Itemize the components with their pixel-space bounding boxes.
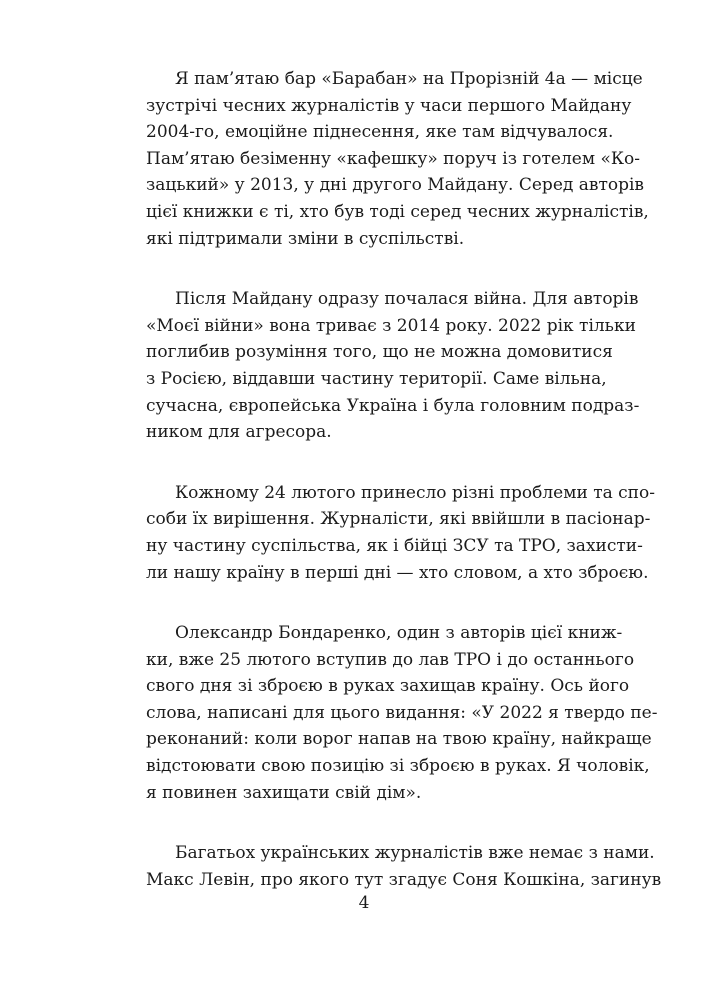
text-line: цієї книжки є ті, хто був тоді серед чесних журналістів, xyxy=(146,201,649,222)
text-line: Олександр Бондаренко, один з авторів цієї книж- xyxy=(175,623,623,644)
text-line: Пам’ятаю безіменну «кафешку» поруч із готелем «Ко- xyxy=(146,148,641,169)
paragraph xyxy=(146,620,658,806)
text-line: які підтримали зміни в суспільстві. xyxy=(146,228,465,249)
text-line: зустрічі чесних журналістів у часи першого Майдану xyxy=(146,95,632,116)
text-line: слова, написані для цього видання: «У 2022 я твердо пе- xyxy=(146,702,658,723)
text-line: Кожному 24 лютого принесло різні проблеми та спо- xyxy=(175,482,655,503)
text-line: Я пам’ятаю бар «Барабан» на Прорізній 4а — місце xyxy=(175,69,643,89)
text-line: Після Майдану одразу почалася війна. Для авторів xyxy=(175,289,639,310)
text-line: соби їх вирішення. Журналісти, які ввійшли в пасіонар- xyxy=(146,509,651,530)
body-text xyxy=(146,66,662,927)
text-line: ки, вже 25 лютого вступив до лав ТРО і до останнього xyxy=(146,649,635,670)
paragraph xyxy=(146,840,662,893)
paragraph xyxy=(146,480,655,586)
paragraph xyxy=(146,286,640,446)
text-line: свого дня зі зброєю в руках захищав країну. Ось його xyxy=(146,676,630,697)
paragraph xyxy=(146,66,649,252)
text-line: ну частину суспільства, як і бійці ЗСУ та ТРО, захисти- xyxy=(146,535,643,556)
text-line: відстоювати свою позицію зі зброєю в руках. Я чоловік, xyxy=(146,756,650,777)
text-line: ли нашу країну в перші дні — хто словом, а хто зброєю. xyxy=(146,562,649,583)
text-line: поглибив розуміння того, що не можна домовитися xyxy=(146,342,613,363)
text-line: реконаний: коли ворог напав на твою країну, найкраще xyxy=(146,729,652,750)
text-line: зацький» у 2013, у дні другого Майдану. Серед авторів xyxy=(146,175,644,196)
text-line: я повинен захищати свій дім». xyxy=(146,782,422,803)
text-line: Багатьох українських журналістів вже немає з нами. xyxy=(175,843,655,864)
text-line: сучасна, європейська Україна і була головним подраз- xyxy=(146,395,640,416)
text-line: Макс Левін, про якого тут згадує Соня Кошкіна, загинув xyxy=(146,869,662,890)
text-line: ником для агресора. xyxy=(146,422,332,443)
text-line: 2004-го, емоційне піднесення, яке там відчувалося. xyxy=(146,122,614,143)
text-line: з Росією, віддавши частину території. Саме вільна, xyxy=(146,368,607,389)
page-number: 4 xyxy=(358,893,370,913)
text-line: «Моєї війни» вона триває з 2014 року. 2022 рік тільки xyxy=(146,315,636,336)
